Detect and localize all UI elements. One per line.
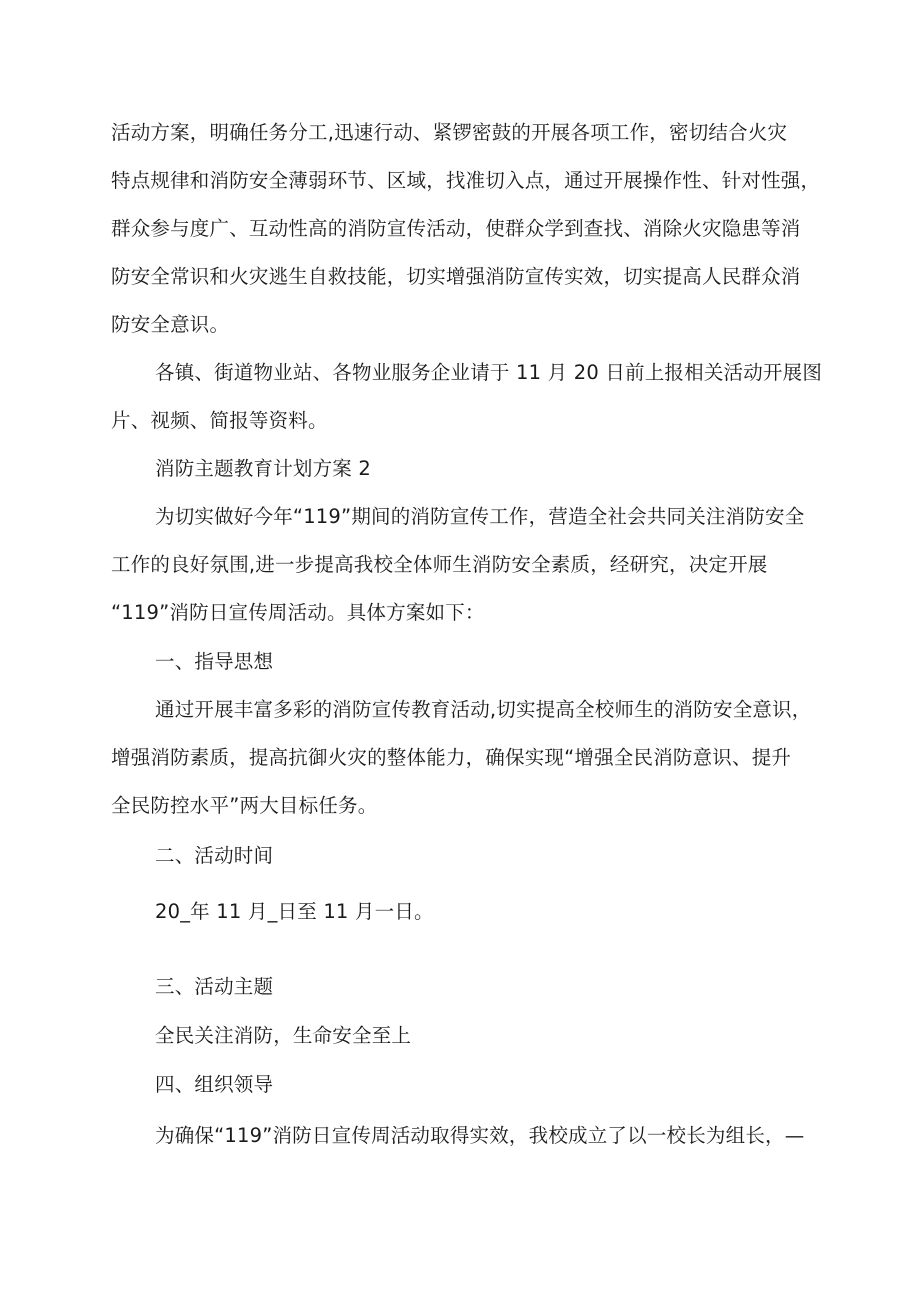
paragraph-line: “119”消防日宣传周活动。具体方案如下：: [111, 601, 485, 624]
paragraph-line: 通过开展丰富多彩的消防宣传教育活动,切实提高全校师生的消防安全意识，: [155, 698, 812, 721]
paragraph-line: 防安全常识和火灾逃生自救技能，切实增强消防宣传实效，切实提高人民群众消: [111, 265, 801, 288]
heading-guiding-ideology: 一、指导思想: [155, 650, 274, 673]
paragraph-line: 群众参与度广、互动性高的消防宣传活动，使群众学到查找、消除火灾隐患等消: [111, 217, 801, 240]
paragraph-line: 防安全意识。: [111, 313, 230, 336]
paragraph-line: 全民防控水平”两大目标任务。: [111, 794, 378, 817]
paragraph-line: 为确保“119”消防日宣传周活动取得实效，我校成立了以一校长为组长，—: [155, 1124, 805, 1147]
heading-activity-time: 二、活动时间: [155, 844, 274, 867]
paragraph-line: 特点规律和消防安全薄弱环节、区域，找准切入点，通过开展操作性、针对性强，: [111, 169, 821, 192]
paragraph-line: 为切实做好今年“119”期间的消防宣传工作，营造全社会共同关注消防安全: [155, 505, 805, 528]
section-title: 消防主题教育计划方案 2: [155, 457, 372, 480]
paragraph-line: 各镇、街道物业站、各物业服务企业请于 11 月 20 日前上报相关活动开展图: [155, 361, 823, 384]
paragraph-line: 片、视频、简报等资料。: [111, 409, 328, 432]
paragraph-line: 增强消防素质，提高抗御火灾的整体能力，确保实现“增强全民消防意识、提升: [111, 746, 792, 769]
paragraph-line: 工作的良好氛围,进一步提高我校全体师生消防安全素质，经研究，决定开展: [111, 553, 768, 576]
activity-theme-text: 全民关注消防，生命安全至上: [155, 1024, 412, 1047]
heading-activity-theme: 三、活动主题: [155, 975, 274, 998]
heading-organization: 四、组织领导: [155, 1073, 274, 1096]
activity-time-text: 20_年 11 月_日至 11 月一日。: [155, 900, 434, 923]
paragraph-line: 活动方案，明确任务分工,迅速行动、紧锣密鼓的开展各项工作，密切结合火灾: [111, 121, 788, 144]
